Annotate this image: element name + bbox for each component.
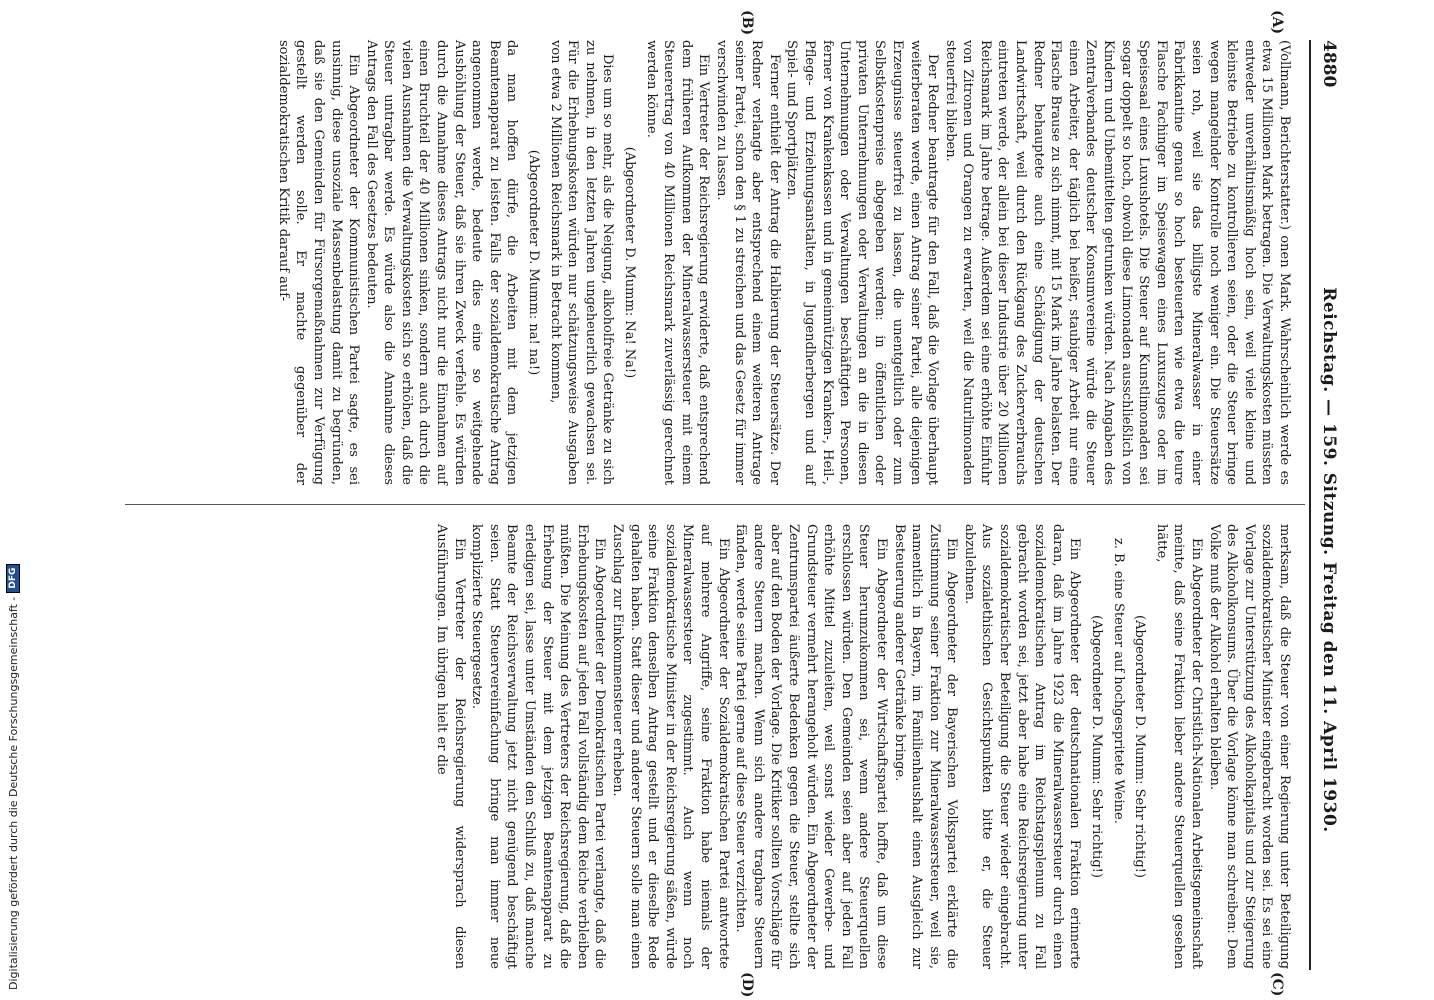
- paragraph: merksam, daß die Steuer von einer Regierung unter Beteiligung sozialdemokratischer Minister eingebracht worden sei. Es sei eine Vorlage zur Unterstützung des Alkoholkapitals und zur Steigerung des Alkoholkonsums. Über die Vorlage könne man schreiben: Dem Volke muß der Alkohol erhalten bleiben.: [1206, 524, 1292, 969]
- right-column: [433, 524, 1294, 969]
- interjection: (Abgeordneter D. Mumm: na! na!): [526, 149, 542, 376]
- column-divider: [125, 504, 1305, 505]
- paragraph: Ein Abgeordneter der Kommunistischen Partei sagte, es sei unsinnig, diese unsoziale Massenbelastung damit zu begründen, daß sie den Gemeinden für Fürsorgemaßnahmen zur Verfügung gestellt werden solle. Er machte gegenüber der sozialdemokratischen Kritik darauf auf-: [275, 40, 362, 485]
- paragraph: Ein Vertreter der Reichsregierung widersprach diesen Ausführungen. Im übrigen hielt er die: [434, 524, 467, 969]
- paragraph: Ferner enthielt der Antrag die Halbierung der Steuersätze. Der Redner verlangte aber entsprechend einem weiteren Antrage seiner Partei, schon den § 1 zu streichen und das Gesetz für immer verschwinden zu lassen.: [714, 40, 782, 485]
- page-title: Reichstag. — 159. Sitzung. Freitag den 11. April 1930.: [1319, 287, 1339, 833]
- left-column: [274, 40, 1293, 485]
- paragraph: Ein Abgeordneter der Wirtschaftspartei hoffte, daß um diese Steuer herumzukommen sei, wenn andere Steuerquellen erschlossen würden. Den Gemeinden seien aber auf jeden Fall erhöhte Mittel zuzuleiten, weil sonst wieder Gewerbe- und Grundsteuer vermehrt herangeholt würden. Ein Abgeordneter der Zentrumspartei äußerte Bedenken gegen die Steuer, stellte sich aber auf den Boden der Vorlage. Die Kritiker sollten Vorschläge für andere Steuern machen. Wenn sich andere tragbare Steuern fänden, werde seine Partei gerne auf diese Steuer verzichten.: [733, 524, 889, 969]
- credit-text: Digitalisierung gefördert durch die Deutsche Forschungsgemeinschaft -: [6, 596, 20, 990]
- paragraph: Ein Vertreter der Reichsregierung erwiderte, daß entsprechend dem früheren Aufkommen der Mineralwassersteuer mit einem Steuerertrag von 40 Millionen Reichsmark zuverlässig gerechnet werden könne.: [643, 40, 712, 485]
- page-number: 4880: [1319, 40, 1339, 88]
- margin-marker-b: (B): [739, 10, 755, 36]
- paragraph: Ein Abgeordneter der Bayerischen Volkspartei erklärte die Zustimmung seiner Fraktion zur Mineralwassersteuer, weil sie, namentlich in Bayern, im Familienhaushalt einen Ausgleich zur Besteuerung anderer Getränke bringe.: [891, 524, 960, 969]
- page-header: [1309, 40, 1345, 970]
- margin-marker-d: (D): [739, 972, 755, 998]
- paragraph: z. B. eine Steuer auf hochgespritete Weine.: [1110, 538, 1126, 824]
- digitization-credit: [6, 564, 20, 990]
- margin-marker-c: (C): [1269, 972, 1285, 997]
- paragraph: Ein Abgeordneter der Demokratischen Partei verlangte, daß die Erhebungskosten auf jeden Fall vollständig dem Reiche verbleiben müßten. Die Meinung des Vertreters der Reichsregierung, daß die Erhebung der Steuer mit dem jetzigen Beamtenapparat zu erledigen sei, lasse unter Umständen den Schluß zu, daß manche Beamte der Reichsverwaltung jetzt nicht genügend beschäftigt seien. Statt Steuervereinfachung bringe man immer neue komplizierte Steuergesetze.: [469, 524, 608, 969]
- paragraph: Ein Abgeordneter der Christlich-Nationalen Arbeitsgemeinschaft meinte, daß seine Fraktion lieber andere Steuerquellen gesehen hätte,: [1153, 524, 1205, 969]
- margin-marker-a: (A): [1269, 10, 1285, 35]
- dfg-logo: DFG: [6, 564, 20, 593]
- document-page: [105, 10, 1345, 998]
- paragraph: Der Redner beantragte für den Fall, daß die Vorlage überhaupt weiterberaten werde, einen Antrag seiner Partei, alle diejenigen Erzeugnisse steuerfrei zu lassen, die unentgeltlich oder zum Selbstkostenpreise abgegeben werden: in öffentlichen oder privaten Unternehmungen oder Verwaltungen an die in diesen Unternehmungen oder Verwaltungen beschäftigten Personen, ferner von Krankenkassen und in gemeinnützigen Kranken-, Heil-, Pflege- und Erziehungsanstalten, in Jugendherbergen und auf Spiel- und Sportplätzen.: [784, 40, 941, 485]
- paragraph: Ein Abgeordneter der Sozialdemokratischen Partei antwortete auf mehrere Angriffe, seine Fraktion habe niemals der Mineralwassersteuer zugestimmt. Auch wenn noch sozialdemokratische Minister in der Reichsregierung säßen, würde seine Fraktion denselben Antrag gestellt und er dieselbe Rede gehalten haben. Statt dieser und anderer Steuern solle man einen Zuschlag zur Einkommensteuer erheben.: [610, 524, 731, 969]
- paragraph: (Vollmann, Berichterstatter.) onen Mark. Wahrscheinlich werde es etwa 15 Millionen Mark betragen. Die Verwaltungskosten müssten entweder unverhältnismäßig hoch sein, weil viele kleine und kleinste Betriebe zu kontrollieren seien, oder die Steuer bringe wegen mangelnder Kontrolle noch weniger ein. Die Steuersätze seien roh, weil sie das billigste Mineralwasser in einer Fabrikkantine genau so hoch besteuerten wie etwa die teure Flasche Fachinger im Speisewagen eines Luxuszuges oder im Speisesaal eines Luxushotels. Die Steuer auf Kunstlimonaden sei sogar doppelt so hoch, obwohl diese Limonaden ausschließlich von Kindern und Unbemittelten getrunken würden. Nach Angaben des Zentralverbandes deutscher Konsumvereine würde die Steuer einen Arbeiter, der täglich bei heißer, staubiger Arbeit nur eine Flasche Brause zu sich nimmt, mit 15 Mark im Jahre belasten. Der Redner behauptete auch eine Schädigung der deutschen Landwirtschaft, weil durch den Rückgang des Zuckerverbrauchs eintreten werde, der allein bei dieser Industrie über 20 Millionen Reichsmark im Jahre betrage. Außerdem sei eine erhöhte Einfuhr von Zitronen und Orangen zu erwarten, weil die Naturlimonaden steuerfrei blieben.: [942, 40, 1292, 485]
- paragraph: Ein Abgeordneter der deutschnationalen Fraktion erinnerte daran, daß im Jahre 1923 die Mineralwassersteuer durch einen sozialdemokratischen Antrag im Reichstagsplenum zu Fall gebracht worden sei, jetzt aber habe eine Reichsregierung unter sozialdemokratischer Beteiligung die Steuer wieder eingebracht. Aus sozialethischen Gesichtspunkten bitte er, die Steuer abzulehnen.: [961, 524, 1083, 969]
- paragraph: Dies um so mehr, als die Neigung, alkoholfreie Getränke zu sich zu nehmen, in den letzten Jahren ungeheuerlich gewachsen sei. Für die Erhebungskosten würden nur schätzungsweise Ausgaben von etwa 2 Millionen Reichsmark in Betracht kommen,: [547, 40, 616, 485]
- interjection: (Abgeordneter D. Mumm: Sehr richtig!): [1089, 615, 1105, 878]
- interjection: (Abgeordneter D. Mumm: Sehr richtig!): [1132, 615, 1148, 878]
- paragraph: da man hoffen dürfe, die Arbeiten mit dem jetzigen Beamtenapparat zu leisten. Falls der sozialdemokratische Antrag angenommen werde, bedeute dies eine so weitgehende Aushöhlung der Steuer, daß sie ihren Zweck verfehle. Es würden durch die Annahme dieses Antrags nicht nur die Einnahmen auf einen Bruchteil der 40 Millionen sinken, sondern auch durch die vielen Ausnahmen die Verwaltungskosten sich so erhöhen, daß die Steuer untragbar werde. Es würde also die Annahme dieses Antrags den Fall des Gesetzes bedeuten.: [363, 40, 520, 485]
- interjection: (Abgeordneter D. Mumm: Na! Na!): [622, 146, 638, 379]
